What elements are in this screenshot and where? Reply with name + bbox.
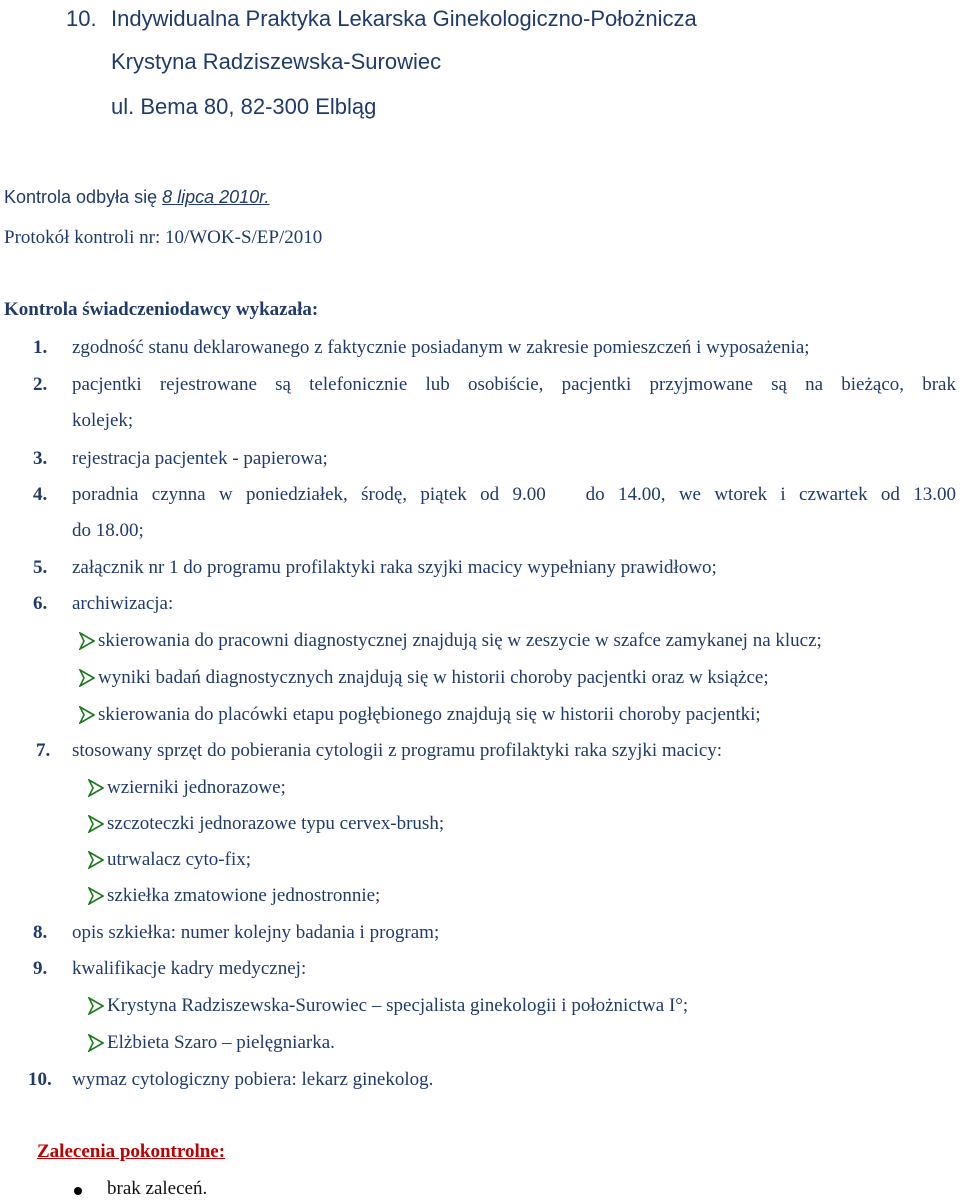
bullet-dot-icon [74, 1187, 82, 1195]
sub-item-text: skierowania do placówki etapu pogłębionego znajdują się w historii choroby pacjentki; [98, 704, 761, 725]
findings-title: Kontrola świadczeniodawcy wykazała: [4, 299, 319, 320]
arrow-bullet-icon [79, 669, 95, 687]
item-text-continued: kolejek; [72, 410, 134, 431]
item-number: 1. [33, 337, 48, 358]
control-date-prefix: Kontrola odbyła się [4, 187, 163, 207]
arrow-bullet-icon [88, 851, 104, 869]
recommendations-title: Zalecenia pokontrolne: [37, 1141, 226, 1162]
item-text: wymaz cytologiczny pobiera: lekarz ginekolog. [72, 1069, 434, 1090]
item-number: 5. [33, 557, 48, 578]
item-text-continued: do 18.00; [72, 520, 144, 541]
item-number: 4. [33, 484, 48, 505]
item-text: pacjentki rejestrowane są telefonicznie lub osobiście, pacjentki przyjmowane są na bieżąco, brak [72, 374, 956, 395]
arrow-bullet-icon [79, 632, 95, 650]
recommendation-item: brak zaleceń. [107, 1178, 208, 1199]
item-number: 9. [33, 958, 48, 979]
item-text: archiwizacja: [72, 593, 174, 614]
item-number: 10. [28, 1069, 52, 1090]
item-number: 7. [36, 740, 51, 761]
sub-item-text: szczoteczki jednorazowe typu cervex-brush; [107, 813, 445, 834]
arrow-bullet-icon [88, 997, 104, 1015]
arrow-bullet-icon [88, 815, 104, 833]
item-number: 3. [33, 448, 48, 469]
item-text: zgodność stanu deklarowanego z faktycznie posiadanym w zakresie pomieszczeń i wyposażenia; [72, 337, 810, 358]
section-number: 10. [66, 6, 97, 31]
practice-name: Indywidualna Praktyka Lekarska Ginekologiczno-Położnicza [111, 6, 697, 31]
item-text: rejestracja pacjentek - papierowa; [72, 448, 328, 469]
item-text: poradnia czynna w poniedziałek, środę, piątek od 9.00 do 14.00, we wtorek i czwartek od 13.00 [72, 484, 956, 505]
sub-item-text: utrwalacz cyto-fix; [107, 849, 252, 870]
arrow-bullet-icon [88, 779, 104, 797]
arrow-bullet-icon [88, 1034, 104, 1052]
item-number: 8. [33, 922, 48, 943]
sub-item-text: Elżbieta Szaro – pielęgniarka. [107, 1032, 335, 1053]
sub-item-text: skierowania do pracowni diagnostycznej znajdują się w zeszycie w szafce zamykanej na klucz; [98, 630, 822, 651]
sub-item-text: szkiełka zmatowione jednostronnie; [107, 885, 381, 906]
sub-item-text: wyniki badań diagnostycznych znajdują się w historii choroby pacjentki oraz w książce; [98, 667, 769, 688]
item-text: kwalifikacje kadry medycznej: [72, 958, 307, 979]
practice-owner: Krystyna Radziszewska-Surowiec [111, 49, 442, 74]
item-text: załącznik nr 1 do programu profilaktyki raka szyjki macicy wypełniany prawidłowo; [72, 557, 717, 578]
practice-address: ul. Bema 80, 82-300 Elbląg [111, 94, 377, 119]
sub-item-text: wzierniki jednorazowe; [107, 777, 286, 798]
protocol-number: Protokół kontroli nr: 10/WOK-S/EP/2010 [4, 227, 323, 248]
item-text: stosowany sprzęt do pobierania cytologii z programu profilaktyki raka szyjki macicy: [72, 740, 723, 761]
item-number: 2. [33, 374, 48, 395]
sub-item-text: Krystyna Radziszewska-Surowiec – specjalista ginekologii i położnictwa I°; [107, 995, 689, 1016]
arrow-bullet-icon [88, 887, 104, 905]
control-date-line [4, 187, 270, 208]
item-text: opis szkiełka: numer kolejny badania i program; [72, 922, 440, 943]
arrow-bullet-icon [79, 706, 95, 724]
item-number: 6. [33, 593, 48, 614]
control-date: 8 lipca 2010r. [162, 187, 270, 207]
